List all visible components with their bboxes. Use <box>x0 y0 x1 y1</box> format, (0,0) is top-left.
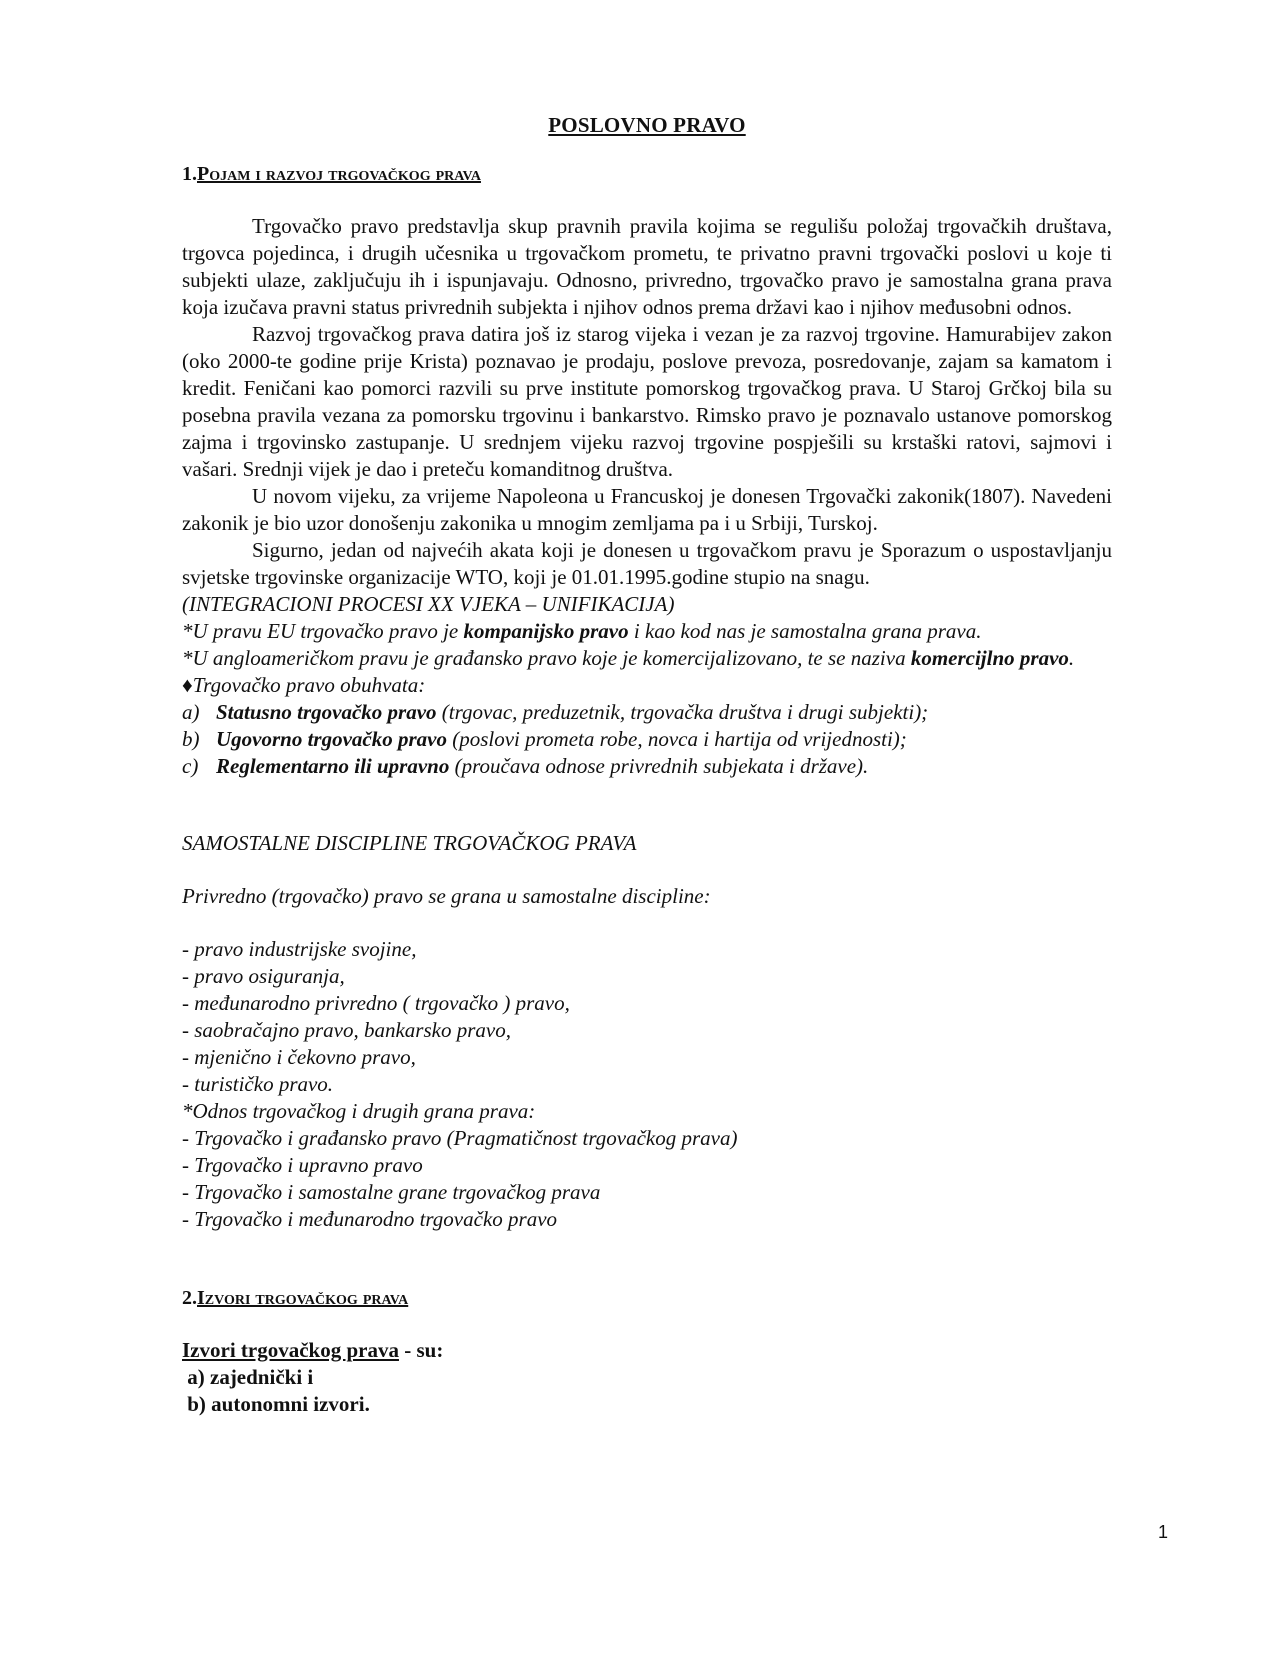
sources-line <box>182 1337 1112 1364</box>
section-1-title: Pojam i razvoj trgovačkog prava <box>197 163 481 185</box>
source-item: a) zajednički i <box>182 1365 314 1389</box>
source-item: b) autonomni izvori. <box>182 1392 370 1416</box>
disciplines-intro: Privredno (trgovačko) pravo se grana u samostalne discipline: <box>182 884 711 908</box>
includes-bold: Ugovorno trgovačko pravo <box>216 727 447 751</box>
sources-label: Izvori trgovačkog prava <box>182 1338 399 1362</box>
discipline-item: - pravo industrijske svojine, <box>182 937 417 961</box>
eu-note-bold: kompanijsko pravo <box>463 619 629 643</box>
integration-note: (INTEGRACIONI PROCESI XX VJEKA – UNIFIKACIJA) <box>182 592 675 616</box>
page-number: 1 <box>1158 1522 1169 1542</box>
discipline-item: - međunarodno privredno ( trgovačko ) pravo, <box>182 991 570 1015</box>
relation-item: - Trgovačko i upravno pravo <box>182 1153 423 1177</box>
includes-marker: c) <box>182 754 199 778</box>
includes-title: ♦Trgovačko pravo obuhvata: <box>182 673 426 697</box>
includes-marker: a) <box>182 700 200 724</box>
includes-item <box>182 699 1112 726</box>
includes-rest: (poslovi prometa robe, novca i hartija od vrijednosti); <box>446 727 907 751</box>
includes-bold: Reglementarno ili upravno <box>216 754 450 778</box>
discipline-item: - saobračajno pravo, bankarsko pravo, <box>182 1018 511 1042</box>
anglo-note-pre: *U angloameričkom pravu je građansko pravo koje je komercijalizovano, te se naziva <box>182 646 911 670</box>
section-1-heading <box>182 161 1112 188</box>
relation-item: - Trgovačko i samostalne grane trgovačkog prava <box>182 1180 601 1204</box>
spacer <box>182 780 1112 830</box>
relation-item: - Trgovačko i međunarodno trgovačko pravo <box>182 1207 558 1231</box>
includes-item <box>182 726 1112 753</box>
eu-note <box>182 618 1112 645</box>
disciplines-heading: SAMOSTALNE DISCIPLINE TRGOVAČKOG PRAVA <box>182 831 637 855</box>
eu-note-pre: *U pravu EU trgovačko pravo je <box>182 619 464 643</box>
includes-marker: b) <box>182 727 200 751</box>
includes-bold: Statusno trgovačko pravo <box>216 700 437 724</box>
spacer <box>182 910 1112 936</box>
paragraph-wto: Sigurno, jedan od najvećih akata koji je donesen u trgovačkom pravu je Sporazum o uspostavljanju svjetske trgovinske organizacije WTO, koji je 01.01.1995.godine stupio na snagu. <box>182 538 1112 589</box>
spacer <box>182 1233 1112 1285</box>
includes-rest: (proučava odnose privrednih subjekata i države). <box>449 754 869 778</box>
sources-suffix: - su: <box>398 1338 444 1362</box>
spacer <box>182 857 1112 883</box>
document-content <box>182 112 1112 1418</box>
paragraph-definition: Trgovačko pravo predstavlja skup pravnih pravila kojima se regulišu položaj trgovačkih društava, trgovca pojedinca, i drugih učesnika u trgovačkom prometu, te privatno pravni trgovački poslovi u koje ti subjekti ulaze, zaključuju ih i ispunjavaju. Odnosno, privredno, trgovačko pravo je samostalna grana prava koja izučava pravni status privrednih subjekta i njihov odnos prema državi kao i njihov međusobni odnos. <box>182 214 1112 319</box>
section-1-number: 1. <box>182 163 197 185</box>
anglo-note-post: . <box>1068 646 1075 670</box>
paragraph-history: Razvoj trgovačkog prava datira još iz starog vijeka i vezan je za razvoj trgovine. Hamurabijev zakon (oko 2000-te godine prije Krista) poznavao je prodaju, poslove prevoza, posredovanje, zajam sa kamatom i kredit. Feničani kao pomorci razvili su prve institute pomorskog trgovačkog prava. U Staroj Grčkoj bila su posebna pravila vezana za pomorsku trgovinu i bankarstvo. Rimsko pravo je poznavalo ustanove pomorskog zajma i trgovinsko zastupanje. U srednjem vijeku razvoj trgovine pospješili su krstaški ratovi, sajmovi i vašari. Srednji vijek je dao i preteču komanditnog društva. <box>182 322 1112 481</box>
section-2-title: Izvori trgovačkog prava <box>197 1287 409 1309</box>
eu-note-post: i kao kod nas je samostalna grana prava. <box>628 619 982 643</box>
relation-title: *Odnos trgovačkog i drugih grana prava: <box>182 1099 536 1123</box>
section-2-number: 2. <box>182 1287 197 1309</box>
relation-item: - Trgovačko i građansko pravo (Pragmatičnost trgovačkog prava) <box>182 1126 738 1150</box>
includes-item <box>182 753 1112 780</box>
paragraph-napoleon: U novom vijeku, za vrijeme Napoleona u Francuskoj je donesen Trgovački zakonik(1807). Navedeni zakonik je bio uzor donošenju zakonika u mnogim zemljama pa i u Srbiji, Turskoj. <box>182 484 1112 535</box>
section-2-heading <box>182 1285 1112 1312</box>
anglo-note <box>182 645 1112 672</box>
document-title: POSLOVNO PRAVO <box>548 113 746 137</box>
anglo-note-bold: komercijlno pravo <box>910 646 1069 670</box>
includes-rest: (trgovac, preduzetnik, trgovačka društva i drugi subjekti); <box>436 700 929 724</box>
discipline-item: - turističko pravo. <box>182 1072 334 1096</box>
discipline-item: - pravo osiguranja, <box>182 964 345 988</box>
discipline-item: - mjenično i čekovno pravo, <box>182 1045 416 1069</box>
